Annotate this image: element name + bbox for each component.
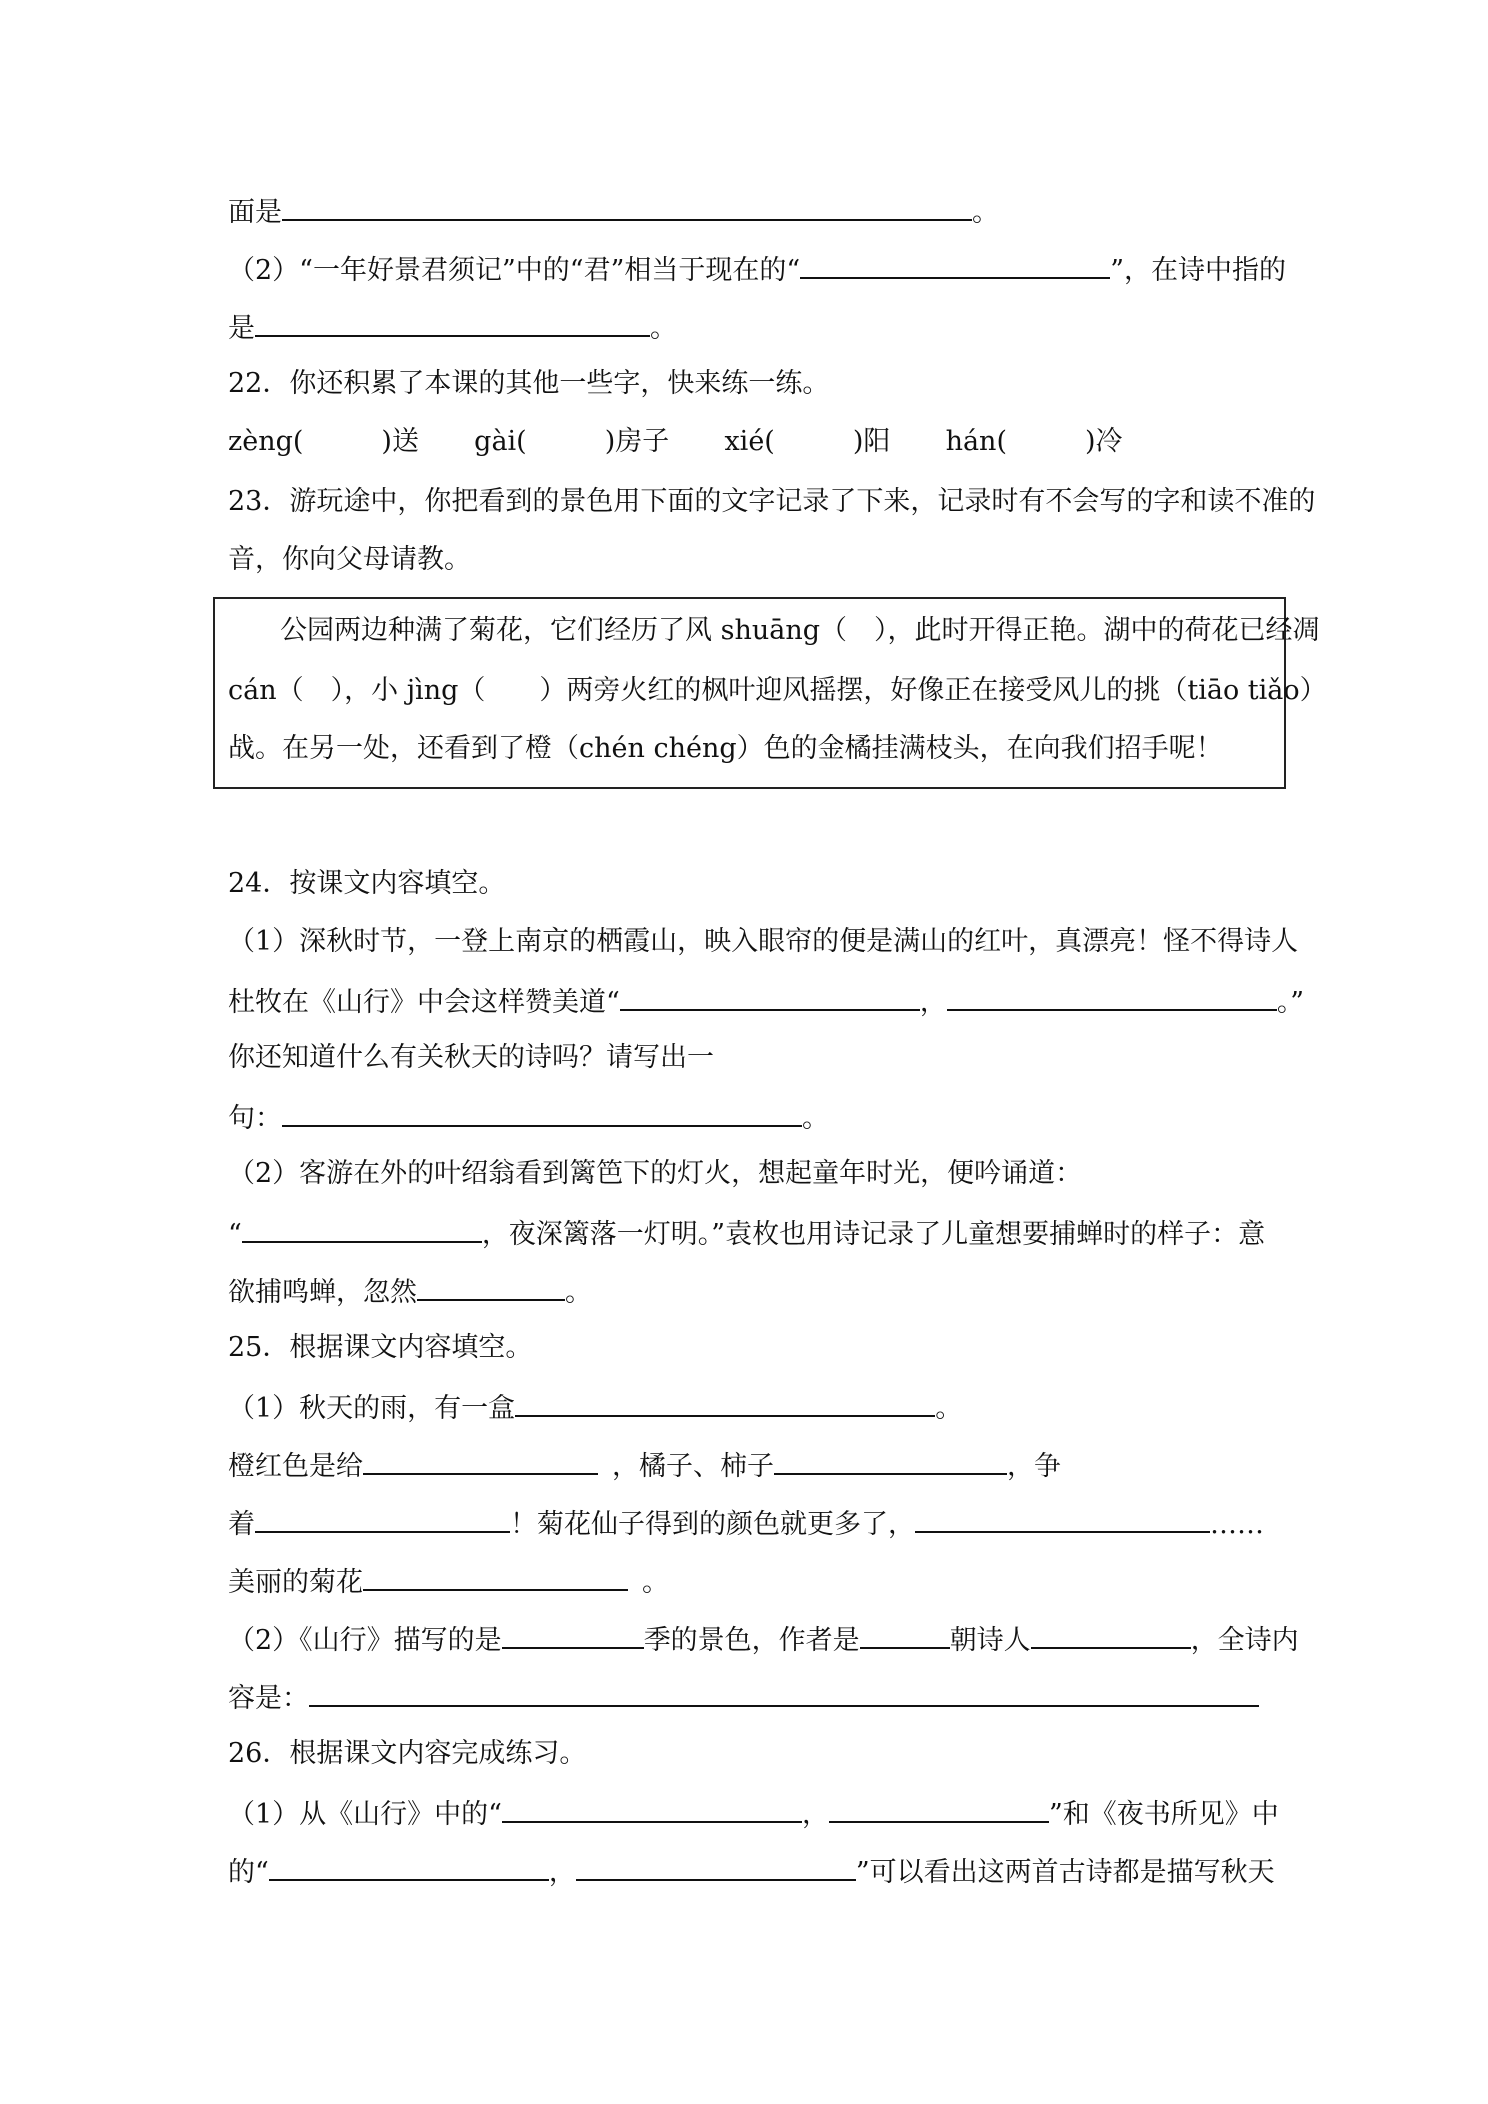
q25-l4-pre: 美丽的菊花 <box>228 1567 363 1598</box>
q22-item-2-close: ) <box>604 426 616 457</box>
q21-l1-post: 。 <box>972 197 999 228</box>
q22-item-4-word: 冷 <box>1095 426 1123 457</box>
q25-l2-mid: ，橘子、柿子 <box>612 1451 774 1482</box>
q24-p1-l2-pre: 杜牧在《山行》中会这样赞美道“ <box>228 987 620 1018</box>
q26-blank-2[interactable] <box>829 1794 1049 1823</box>
q21-l2-post: ”，在诗中指的 <box>1110 255 1287 286</box>
q25-p2-line2 <box>228 1678 1259 1717</box>
q24-p1-line3: 你还知道什么有关秋天的诗吗？请写出一 <box>228 1042 714 1073</box>
q25-p1-l1-pre: （1）秋天的雨，有一盒 <box>228 1393 516 1424</box>
q21-line1 <box>228 192 999 231</box>
q24-p2-l3-post: 。 <box>565 1277 592 1308</box>
q25-l4-post: 。 <box>642 1567 669 1598</box>
q21-blank-2[interactable] <box>800 250 1110 279</box>
q24-blank-1[interactable] <box>620 982 920 1011</box>
q21-l3-pre: 是 <box>228 313 255 344</box>
q22-item-1 <box>228 426 419 457</box>
q22-item-1-word: 送 <box>391 426 419 457</box>
q22-item-3 <box>724 426 890 457</box>
q22-items <box>228 424 1123 460</box>
q24-p1-l2-post: 。” <box>1276 987 1305 1018</box>
q25-blank-1[interactable] <box>515 1388 935 1417</box>
q22-item-3-close: ) <box>852 426 864 457</box>
q23-text-box <box>213 597 1327 789</box>
q24-p2-line2 <box>228 1214 1265 1253</box>
q24-blank-3[interactable] <box>282 1098 802 1127</box>
q25-l3-post: …… <box>1210 1509 1264 1540</box>
q25-l3-mid: ！菊花仙子得到的颜色就更多了， <box>510 1509 915 1540</box>
q24-blank-5[interactable] <box>417 1272 565 1301</box>
q24-p2-l2-pre: “ <box>228 1219 242 1250</box>
q23-box-line3: 战。在另一处，还看到了橙（chén chéng）色的金橘挂满枝头，在向我们招手呢！ <box>228 733 1223 764</box>
q22-title: 22．你还积累了本课的其他一些字，快来练一练。 <box>228 368 830 399</box>
q26-blank-4[interactable] <box>576 1852 856 1881</box>
q26-title: 26．根据课文内容完成练习。 <box>228 1738 587 1769</box>
q21-line2 <box>228 250 1286 289</box>
q22-item-1-pinyin: zèng( <box>228 426 304 457</box>
q23-title-line1: 23．游玩途中，你把看到的景色用下面的文字记录了下来，记录时有不会写的字和读不准的 <box>228 486 1316 517</box>
q22-item-2 <box>474 426 669 457</box>
q26-line1 <box>228 1794 1279 1833</box>
q25-line3 <box>228 1504 1264 1543</box>
q23-box-line1: 公园两边种满了菊花，它们经历了风 shuāng（ ），此时开得正艳。湖中的荷花已经凋 <box>280 615 1320 646</box>
q24-p1-l4-pre: 句： <box>228 1103 282 1134</box>
q22-item-1-close: ) <box>381 426 392 457</box>
q26-blank-3[interactable] <box>269 1852 549 1881</box>
q25-p2-l2-pre: 容是： <box>228 1683 309 1714</box>
q25-blank-5[interactable] <box>915 1504 1210 1533</box>
q24-blank-2[interactable] <box>947 982 1277 1011</box>
q24-title: 24．按课文内容填空。 <box>228 868 506 899</box>
q25-l3-pre: 着 <box>228 1509 255 1540</box>
q21-l3-post: 。 <box>650 313 677 344</box>
q26-l2-c: ”可以看出这两首古诗都是描写秋天 <box>855 1857 1275 1888</box>
q22-item-3-pinyin: xié( <box>724 426 775 457</box>
q26-l1-c: ”和《夜书所见》中 <box>1048 1799 1279 1830</box>
q25-l2-post: ，争 <box>1007 1451 1061 1482</box>
q26-l2-b: ， <box>548 1857 576 1888</box>
q25-blank-3[interactable] <box>774 1446 1007 1475</box>
q26-l1-a: （1）从《山行》中的“ <box>228 1799 502 1830</box>
q22-item-4-close: ) <box>1084 426 1096 457</box>
q25-blank-8[interactable] <box>860 1620 950 1649</box>
q26-line2 <box>228 1852 1275 1891</box>
q25-p2-l1-c: 朝诗人 <box>949 1625 1031 1656</box>
q25-blank-7[interactable] <box>502 1620 644 1649</box>
q21-line3 <box>228 308 677 347</box>
q24-p2-line1: （2）客游在外的叶绍翁看到篱笆下的灯火，想起童年时光，便吟诵道： <box>228 1158 1083 1189</box>
q21-blank-1[interactable] <box>282 192 972 221</box>
q23-title-line2: 音，你向父母请教。 <box>228 544 471 575</box>
q25-blank-10[interactable] <box>309 1678 1259 1707</box>
q24-blank-4[interactable] <box>242 1214 482 1243</box>
q25-p2-l1-d: ，全诗内 <box>1190 1625 1299 1656</box>
q24-p2-l3-pre: 欲捕鸣蝉，忽然 <box>228 1277 417 1308</box>
q24-p2-l2-post: ，夜深篱落一灯明。”袁枚也用诗记录了儿童想要捕蝉时的样子：意 <box>481 1219 1266 1250</box>
q26-blank-1[interactable] <box>502 1794 802 1823</box>
q22-item-2-pinyin: gài( <box>474 426 527 457</box>
q23-box-line2: cán（ ），小 jìng（ ）两旁火红的枫叶迎风摇摆，好像正在接受风儿的挑（tiāo tiǎo） <box>228 675 1327 706</box>
q25-line4 <box>228 1562 669 1601</box>
q25-p2-l1-a: （2）《山行》描写的是 <box>228 1625 502 1656</box>
q24-p1-l4-post: 。 <box>802 1103 829 1134</box>
q24-p2-line3 <box>228 1272 592 1311</box>
q25-line2 <box>228 1446 1061 1485</box>
q26-l1-b: ， <box>801 1799 829 1830</box>
q21-blank-3[interactable] <box>255 308 650 337</box>
q25-p2-l1-b: 季的景色，作者是 <box>643 1625 860 1656</box>
q22-item-4 <box>946 426 1123 457</box>
q25-l2-pre: 橙红色是给 <box>228 1451 363 1482</box>
q25-blank-2[interactable] <box>363 1446 598 1475</box>
q25-blank-4[interactable] <box>255 1504 510 1533</box>
q25-title: 25．根据课文内容填空。 <box>228 1332 533 1363</box>
q21-l2-pre: （2）“一年好景君须记”中的“君”相当于现在的“ <box>228 255 801 286</box>
q25-blank-9[interactable] <box>1031 1620 1191 1649</box>
q24-p1-line1: （1）深秋时节，一登上南京的栖霞山，映入眼帘的便是满山的红叶，真漂亮！怪不得诗人 <box>228 926 1299 957</box>
q24-p1-l2-mid: ， <box>919 987 947 1018</box>
q22-item-4-pinyin: hán( <box>945 426 1007 457</box>
q24-p1-line2 <box>228 982 1304 1021</box>
q24-p1-line4 <box>228 1098 829 1137</box>
q25-blank-6[interactable] <box>363 1562 628 1591</box>
q22-item-3-word: 阳 <box>863 426 891 457</box>
q22-item-2-word: 房子 <box>615 426 670 457</box>
q21-l1-pre: 面是 <box>228 197 282 228</box>
q25-p1-line1 <box>228 1388 962 1427</box>
q25-p2-line1 <box>228 1620 1299 1659</box>
q25-p1-l1-post: 。 <box>935 1393 963 1424</box>
q26-l2-a: 的“ <box>228 1857 269 1888</box>
